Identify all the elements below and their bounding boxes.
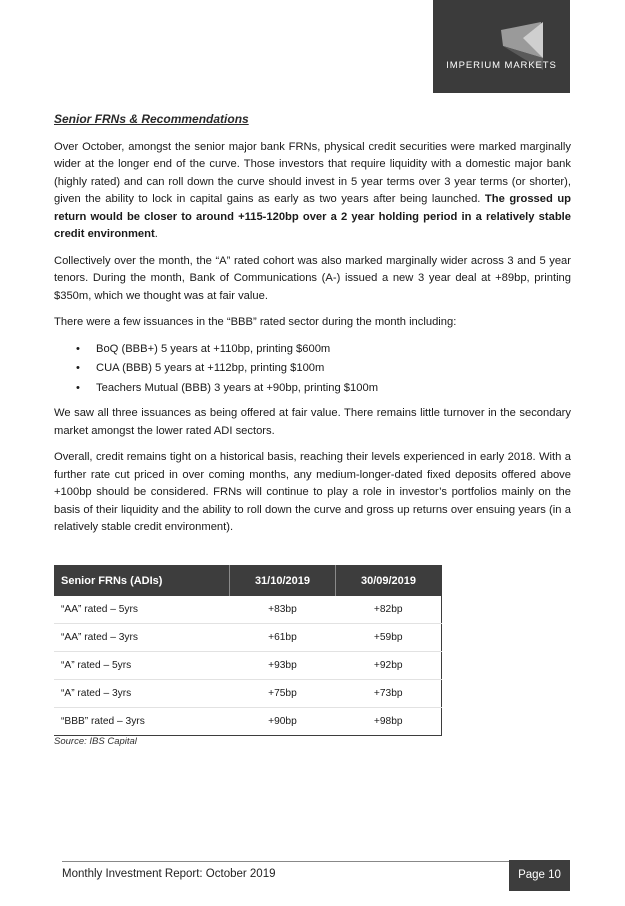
table-header: Senior FRNs (ADIs) (54, 565, 229, 596)
table-header: 31/10/2019 (229, 565, 335, 596)
table-cell: +83bp (229, 596, 335, 624)
footer-title: Monthly Investment Report: October 2019 (62, 868, 276, 880)
section-heading: Senior FRNs & Recommendations (54, 112, 249, 126)
footer-divider (62, 861, 509, 862)
paragraph-1-text: Over October, amongst the senior major bank FRNs, physical credit securities were marked marginally wider at the longer end of the curve. Those investors that require liquidity with a domestic major bank (highly rated) and can roll down the curve should invest in 5 year terms over 3 year terms (or shorter), given the ability to lock in capital gains as early as two years after being launched. (54, 140, 571, 205)
bullet-icon: • (76, 362, 80, 374)
table-cell: +82bp (335, 596, 441, 624)
logo-text: IMPERIUM MARKETS (446, 60, 557, 71)
list-item (76, 380, 571, 398)
paragraph-5: Overall, credit remains tight on a historical basis, reaching their levels experienced in early 2018. With a further rate cut priced in over coming months, any medium-longer-dated fixed deposits offered above +100bp should be considered. FRNs will continue to play a role in investor’s portfolios mainly on the basis of their liquidity and the ability to roll down the curve and gross up returns over ensuing years (in a relatively stable credit environment). (54, 451, 571, 533)
table-cell: +92bp (335, 652, 441, 680)
table-row (54, 708, 442, 736)
paragraph-3: There were a few issuances in the “BBB” rated sector during the month including: (54, 316, 457, 328)
table-source: Source: IBS Capital (54, 736, 137, 747)
table-cell: +59bp (335, 624, 441, 652)
table-cell: “AA” rated – 5yrs (54, 596, 229, 624)
table-cell: “A” rated – 5yrs (54, 652, 229, 680)
table-cell: +98bp (335, 708, 441, 736)
table-row (54, 652, 442, 680)
logo-graphic (433, 0, 570, 93)
table-cell: “BBB” rated – 3yrs (54, 708, 229, 736)
paragraph-1-end: . (154, 228, 158, 240)
table-cell: “A” rated – 3yrs (54, 680, 229, 708)
issuance-list (54, 341, 571, 398)
list-item-text: BoQ (BBB+) 5 years at +110bp, printing $600m (96, 342, 331, 355)
bullet-icon: • (76, 342, 80, 355)
report-body (54, 111, 571, 546)
paragraph-1 (54, 139, 571, 244)
page-number: Page 10 (509, 860, 570, 891)
paragraph-1-bold: The grossed up return would be closer to around +115-120bp over a 2 year holding period in a relatively stable credit environment (54, 193, 572, 240)
frn-margin-table (54, 565, 442, 736)
table-row (54, 680, 442, 708)
table-cell: +61bp (229, 624, 335, 652)
list-item (76, 360, 571, 378)
table-cell: +73bp (335, 680, 441, 708)
bullet-icon: • (76, 381, 80, 394)
table-header: 30/09/2019 (335, 565, 441, 596)
list-item (76, 341, 571, 359)
logo (433, 0, 570, 93)
table-cell: +75bp (229, 680, 335, 708)
table-cell: +90bp (229, 708, 335, 736)
list-item-text: CUA (BBB) 5 years at +112bp, printing $100m (96, 362, 325, 374)
table-cell: “AA” rated – 3yrs (54, 624, 229, 652)
table-row (54, 596, 442, 624)
list-item-text: Teachers Mutual (BBB) 3 years at +90bp, printing $100m (96, 381, 379, 394)
table-cell: +93bp (229, 652, 335, 680)
paragraph-2: Collectively over the month, the “A” rated cohort was also marked marginally wider across 3 and 5 year tenors. During the month, Bank of Communications (A-) issued a new 3 year deal at +89bp, printing $350m, which we thought was at fair value. (54, 254, 571, 302)
table-header-row (54, 565, 442, 596)
paragraph-4: We saw all three issuances as being offered at fair value. There remains little turnover in the secondary market amongst the lower rated ADI sectors. (54, 407, 571, 437)
table-row (54, 624, 442, 652)
